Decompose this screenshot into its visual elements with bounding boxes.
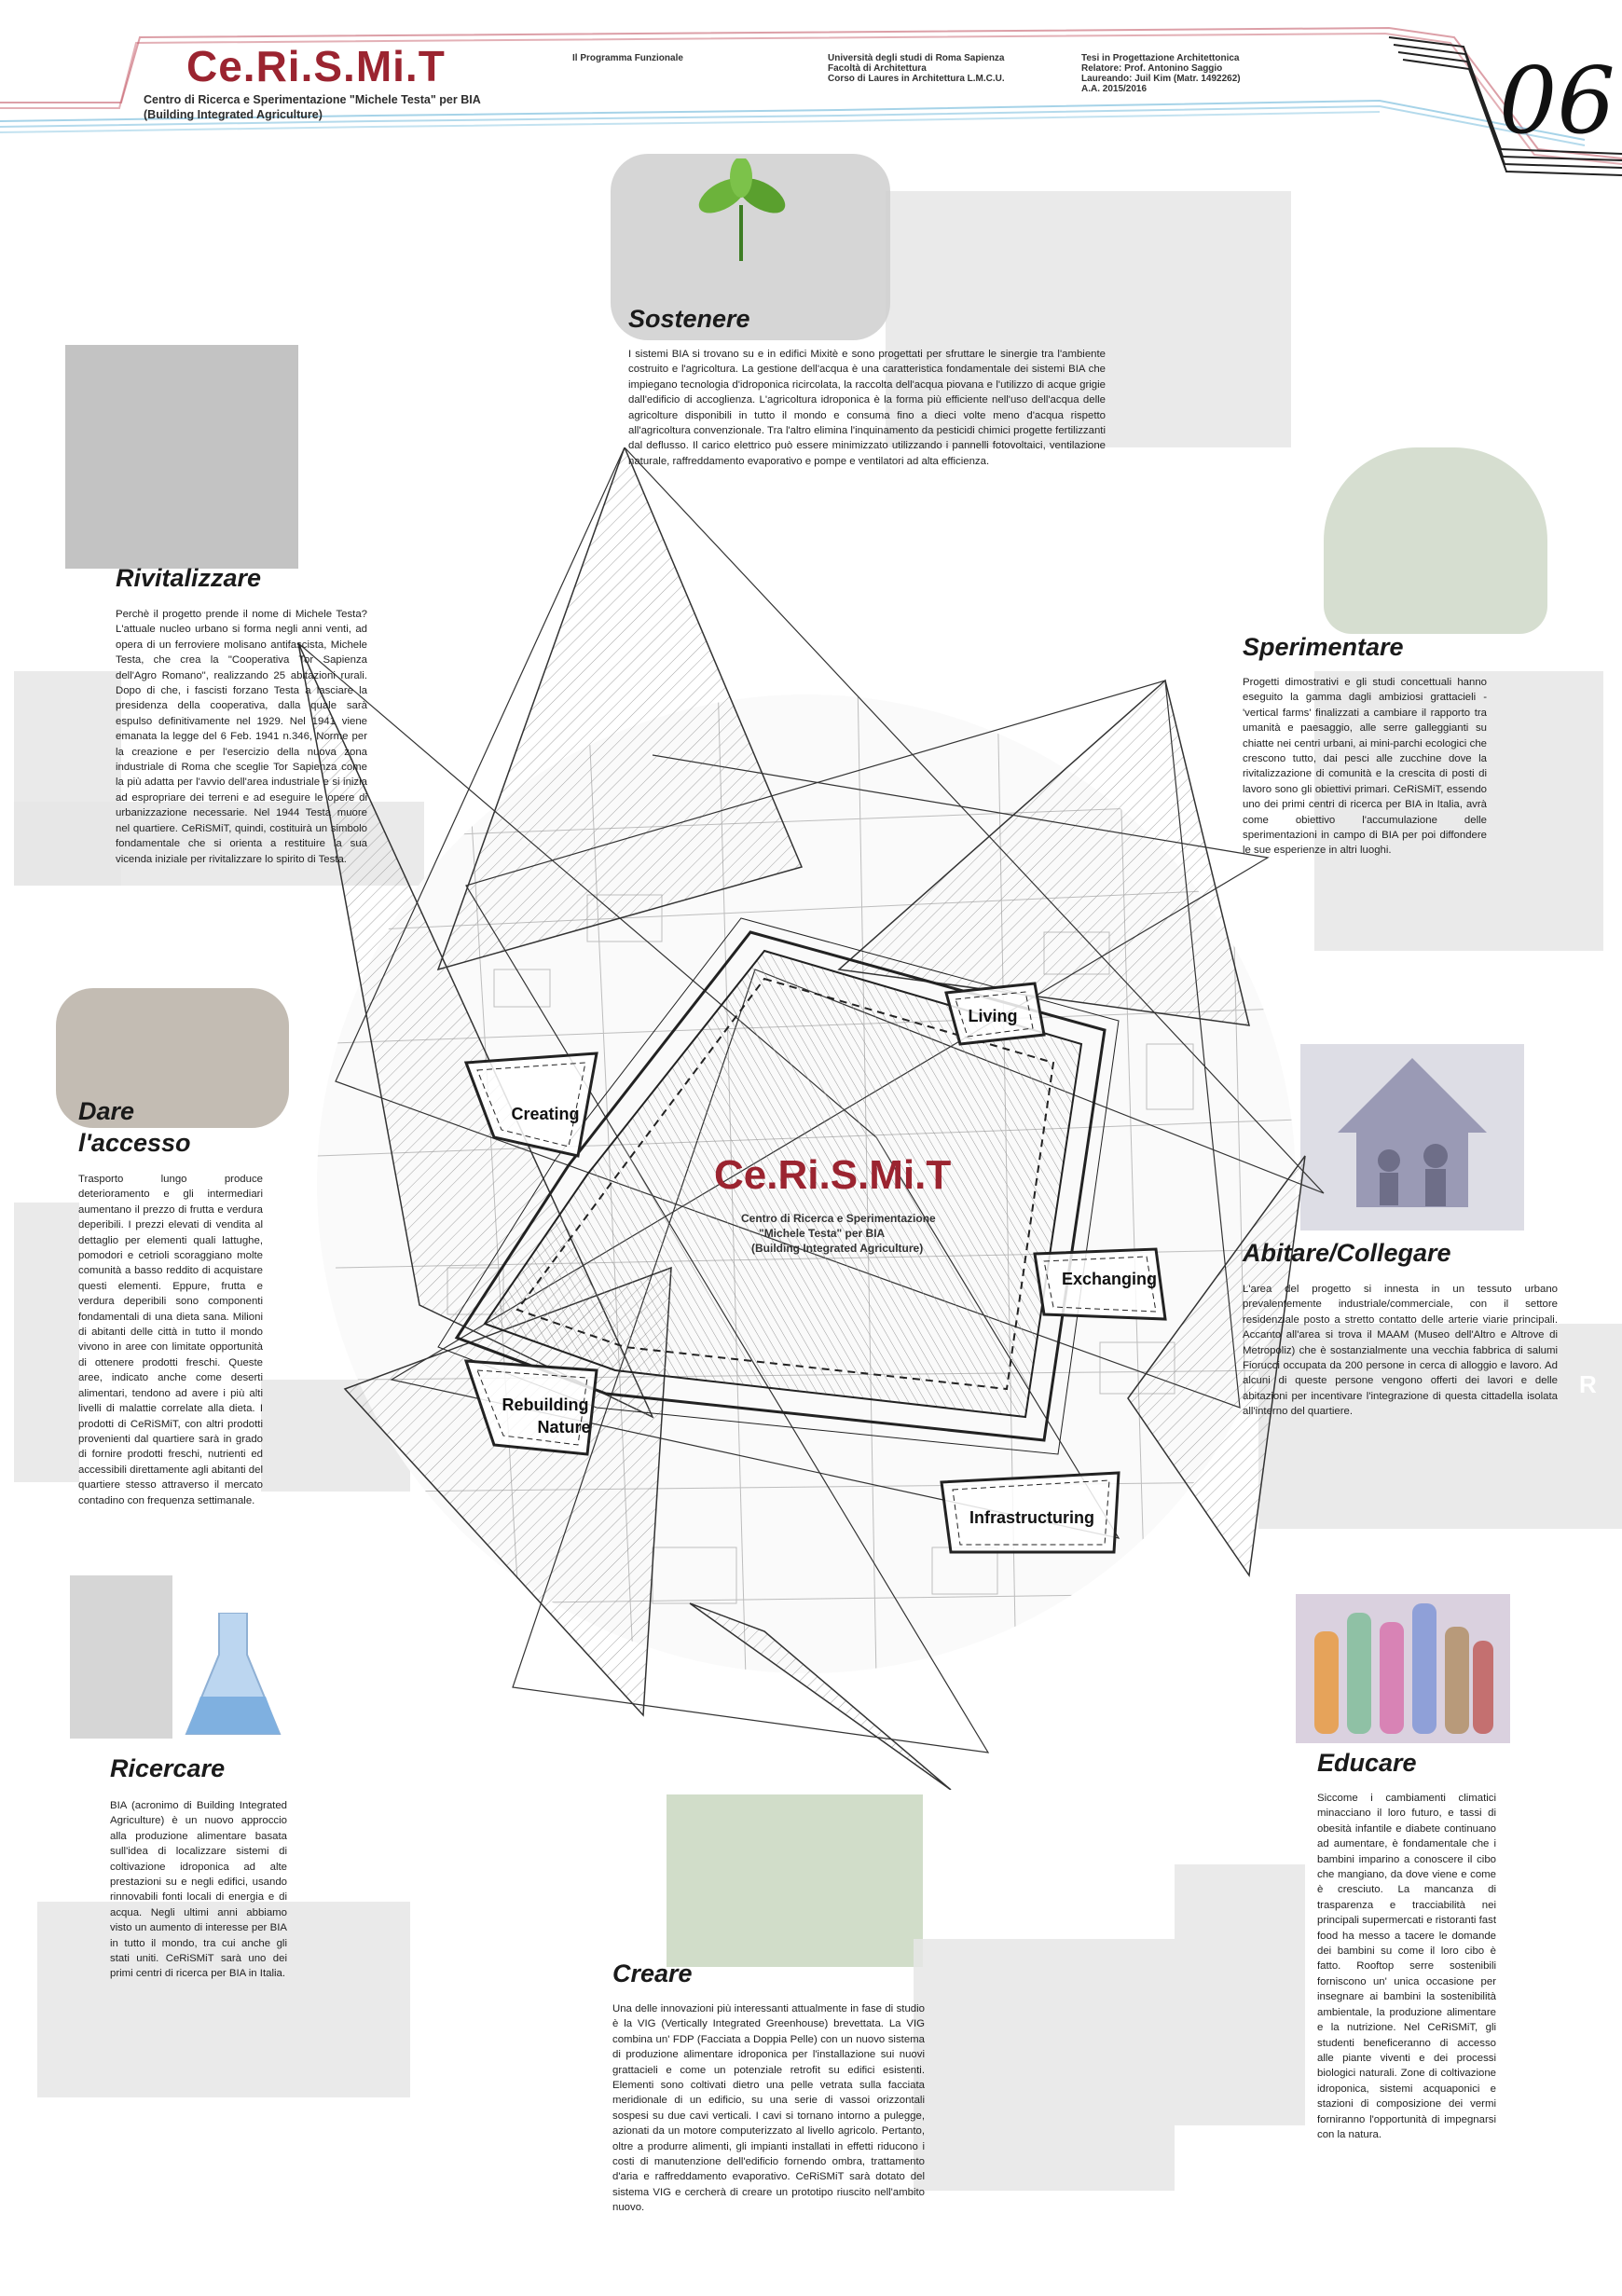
lettuce-bulb-photo bbox=[1324, 447, 1547, 634]
center-logo-subtitle-1: Centro di Ricerca e Sperimentazione bbox=[741, 1212, 936, 1225]
plant-icon bbox=[685, 158, 797, 261]
header-logo: Ce.Ri.S.Mi.T bbox=[186, 42, 446, 90]
thesis-line-2: Relatore: Prof. Antonino Saggio bbox=[1081, 63, 1223, 74]
section-title-abitare: Abitare/Collegare bbox=[1243, 1239, 1451, 1267]
zone-infrastructuring: Infrastructuring bbox=[969, 1508, 1094, 1527]
logo-subtitle-1: Centro di Ricerca e Sperimentazione "Michele Testa" per BIA bbox=[144, 93, 481, 106]
thesis-line-3: Laureando: Juil Kim (Matr. 1492262) bbox=[1081, 74, 1241, 84]
section-title-ricercare: Ricercare bbox=[110, 1754, 226, 1782]
section-text-abitare: L'area del progetto si innesta in un tessuto urbano prevalentemente industriale/commerciale, con il settore residenziale posto a stretto contatto delle arterie viarie principali. Accanto all'area si trova il MAAM (Museo dell'Altro e Altrove di Metropoliz) che è sostanzialmente una vecchia fabbrica di salumi Fiorucci occupata da 200 persone in cerca di alloggio e lavoro. Ad alcuni di queste persone vengono offerti dei lavori e delle abitazioni per incentivare l'integrazione di questa cittadella isolata all'interno del quartiere. bbox=[1243, 1284, 1558, 1418]
dare-accesso-title-line-1: Dare bbox=[78, 1097, 135, 1125]
thesis-info bbox=[1081, 53, 1241, 94]
section-text-creare: Una delle innovazioni più interessanti attualmente in fase di studio è la VIG (Vertically Integrated Greenhouse) brevettata. La VIG combina un' FDP (Facciata a Doppia Pelle) con un nuovo sistema di produzione alimentare idroponica per l'installazione sui nuovi grattacieli e come un potenziale retrofit su edifici esistenti. Elementi sono coltivati dietro una pelle vetrata sulla facciata meridionale di un edificio, su una serie di vassoi orizzontali sospesi su due cavi verticali. I cavi si tornano intorno a pulegge, azionati da un motore computerizzato al livello agricolo. Pertanto, oltre a produrre alimenti, gli impianti installati in effetti riducono i costi di manutenzione dell'edificio fornendo ombra, trattamento d'aria e raffreddamento evaporativo. CeRiSMiT sarà dotato del sistema VIG e cercherà di creare un prototipo riuscito nell'ambito nuovo. bbox=[612, 2003, 925, 2214]
section-title-sperimentare: Sperimentare bbox=[1243, 633, 1404, 661]
educare-bg-photo bbox=[1175, 1864, 1305, 2125]
dare-accesso-title-line-2: l'accesso bbox=[78, 1129, 191, 1157]
creare-bg-photo bbox=[914, 1939, 1175, 2191]
zone-living: Living bbox=[968, 1007, 1018, 1025]
section-text-sostenere: I sistemi BIA si trovano su e in edifici Mixitè e sono progettati per sfruttare le sinergie tra l'ambiente costruito e l'agricoltura. La gestione dell'acqua è una caratteristica fondamentale dei sistemi BIA che impiegano tecnologia d'idroponica ricircolata, la raccolta dell'acqua piovana e l'utilizzo di acque grigie dall'edificio di accoglienza. L'agricoltura idroponica è la forma più efficiente nell'uso dell'acqua delle agricolture disponibili in tutto il mondo e consuma fino a dieci volte meno d'acqua rispetto all'agricoltura convenzionale. Tra l'altro elimina l'inquinamento da pesticidi chimici progette fertilizzanti dal deflusso. Il carico elettrico può essere minimizzato utilizzando i pannelli fotovoltaici, ventilazione naturale, raffreddamento evaporativo e pompe e ventilatori ad alta efficienza. bbox=[628, 349, 1106, 467]
flask-icon bbox=[182, 1613, 284, 1743]
section-text-rivitalizzare: Perchè il progetto prende il nome di Michele Testa? L'attuale nucleo urbano si forma negli anni venti, ad opera di un ferroviere molisano antifascista, Michele Testa, che crea la "Cooperativa Tor Sapienza dell'Agro Romano", realizzando 25 abitazioni rurali. Dopo di che, i fascisti forzano Testa a lasciare la presidenza della cooperativa, dalla quale sarà espulso definitivamente nel 1929. Nel 1941 viene emanata la legge del 6 Feb. 1941 n.346, Norme per la creazione e per l'esercizio della nuova zona industriale di Roma che sceglie Tor Sapienza come la più adatta per l'avvio dell'area industriale e si inizia ad espropriare dei terreni e ad eseguire le opere di urbanizzazione necessarie. Nel 1944 Testa muore nel quartiere. CeRiSMiT, quindi, costituirà un simbolo fondamentale che si orienta a restituire la sua vicenda iniziale per rivitalizzare lo spirito di Testa. bbox=[116, 609, 367, 865]
logo-subtitle-2: (Building Integrated Agriculture) bbox=[144, 108, 323, 121]
microscope-photo bbox=[70, 1575, 172, 1739]
section-title-sostenere: Sostenere bbox=[628, 305, 750, 333]
michele-testa-portrait bbox=[65, 345, 298, 569]
zone-creating: Creating bbox=[511, 1105, 580, 1123]
program-label: Il Programma Funzionale bbox=[572, 53, 683, 63]
section-title-dare-accesso bbox=[78, 1095, 191, 1159]
section-title-rivitalizzare: Rivitalizzare bbox=[116, 564, 262, 592]
side-letter: R bbox=[1579, 1370, 1597, 1398]
section-text-educare: Siccome i cambiamenti climatici minacciano il loro futuro, e tassi di obesità infantile e diabete continuano ad aumentare, è fondamentale che i bambini imparino a conoscere il cibo che mangiano, da dove viene e come è cresciuto. La mancanza di trasparenza e tracciabilità nei principali supermercati e ristoranti fast food ha messo a tacere le domande dei bambini su come il loro cibo è fatto. Rooftop serre sostenibili forniscono un' unica occasione per insegnare ai bambini la sostenibilità ambientale, la produzione alimentare e la nutrizione. Nel CeRiSMiT, gli studenti beneficeranno di accesso alle piante viventi e dei processi biologici naturali. Zone di coltivazione idroponica, sistemi acquaponici e stazioni di composizione dei vermi forniranno l'opportunità di impegnarsi con la natura. bbox=[1317, 1793, 1496, 2140]
page-number: 06 bbox=[1499, 48, 1615, 155]
section-title-creare: Creare bbox=[612, 1959, 693, 1987]
masterplan-diagram bbox=[280, 447, 1352, 1790]
section-title-educare: Educare bbox=[1317, 1749, 1417, 1777]
thesis-line-4: A.A. 2015/2016 bbox=[1081, 84, 1148, 94]
university-line-2: Facoltà di Architettura bbox=[828, 63, 927, 74]
section-text-dare-accesso: Trasporto lungo produce deterioramento e gli intermediari aumentano il prezzo di frutta e verdura deperibili. I prezzi elevati di vendita al dettaglio per elementi quali lattughe, pomodori e cetrioli scoraggiano molte comunità a basso reddito di acquistare questi elementi. Eppure, frutta e verdura deperibili sono componenti fondamentali di una dieta sana. Milioni di abitanti delle città in tutto il mondo vivono in aree con limitate opportunità di ottenere prodotti freschi. Queste aree, indicato anche come deserti alimentari, tendono ad avere i più alti livelli di malattie correlate alla dieta. I prodotti di CeRiSMiT, con altri prodotti provenienti dal quartiere sarà in grado di fornire prodotti freschi, nutrienti ed accessibili direttamente agli abitanti del quartiere stesso attraverso il mercato contadino con frequenza settimanale. bbox=[78, 1174, 263, 1506]
zone-exchanging: Exchanging bbox=[1061, 1270, 1157, 1288]
center-logo-subtitle-2: "Michele Testa" per BIA bbox=[759, 1227, 886, 1240]
zone-rebuilding-line-1: Rebuilding bbox=[502, 1395, 589, 1414]
zone-rebuilding-nature bbox=[489, 1394, 601, 1438]
section-text-sperimentare: Progetti dimostrativi e gli studi concettuali hanno eseguito la gamma dagli ambiziosi grattacieli - 'vertical farms' finalizzati a cambiare il rapporto tra umanità e paesaggio, alle serre galleggianti su chiatte nei centri urbani, ai mini-parchi ecologici che crescono tutto, dai pesci alle zucchine dove la rivitalizzazione di comunità e la crescita di posti di lavoro sono gli obiettivi primari. CeRiSMiT, essendo uno dei primi centri di ricerca per BIA in Italia, avrà come obiettivo l'accumulazione delle sperimentazioni in campo di BIA per poi diffondere le sue esperienze in altri luoghi. bbox=[1243, 677, 1487, 857]
thesis-line-1: Tesi in Progettazione Architettonica bbox=[1081, 53, 1240, 63]
section-text-ricercare: BIA (acronimo di Building Integrated Agriculture) è un nuovo approccio alla produzione alimentare basata sull'idea di localizzare sistemi di coltivazione idroponica ad alte prestazioni su e negli edifici, usando rinnovabili fonti locali di energia e di acqua. Negli ultimi anni abbiamo visto un aumento di interesse per BIA in tutto il mondo, tra cui anche gli stati uniti. CeRiSMiT sarà uno dei primi centri di ricerca per BIA in Italia. bbox=[110, 1800, 287, 1980]
vig-greenhouse-photo bbox=[667, 1794, 923, 1967]
zone-rebuilding-line-2: Nature bbox=[537, 1418, 591, 1437]
center-logo: Ce.Ri.S.Mi.T bbox=[714, 1152, 952, 1198]
university-line-3: Corso di Laures in Architettura L.M.C.U. bbox=[828, 74, 1005, 84]
university-info bbox=[828, 53, 1005, 84]
dare-accesso-bg-photo bbox=[14, 1203, 79, 1482]
center-logo-subtitle-3: (Building Integrated Agriculture) bbox=[751, 1242, 924, 1255]
university-line-1: Università degli studi di Roma Sapienza bbox=[828, 53, 1005, 63]
